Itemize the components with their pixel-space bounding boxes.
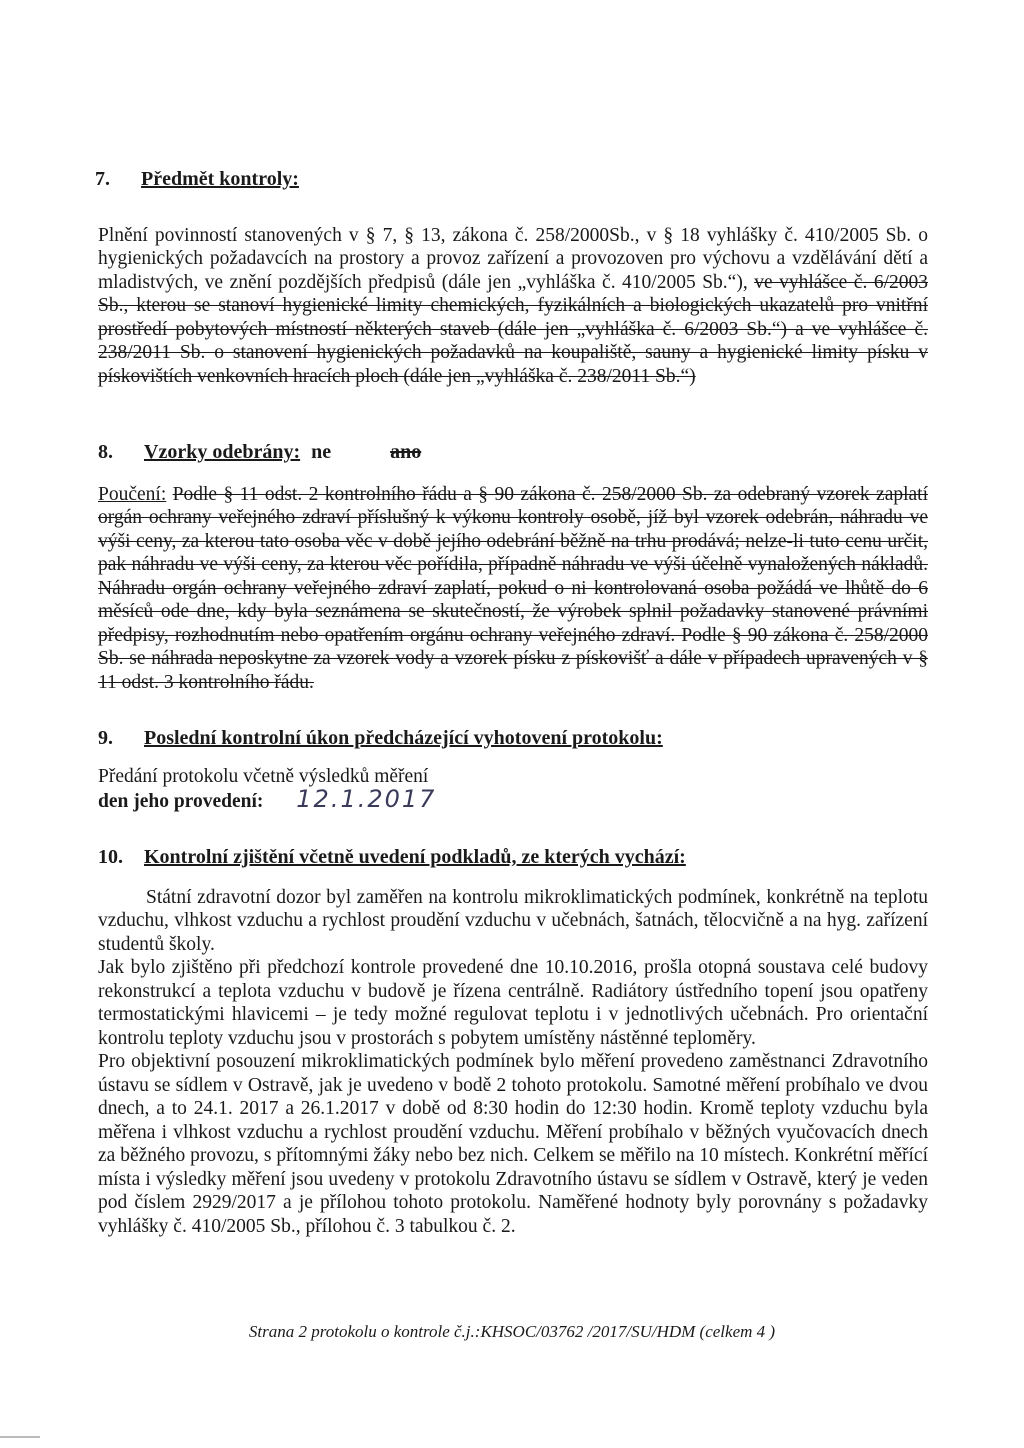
pouceni-label: Poučení: [98,483,167,505]
section-7-text-struck: ve vyhlášce č. 6/2003 Sb., kterou se stanoví hygienické limity chemických, fyzikálních a biologických ukazatelů pro vnitřní prostředí pobytových místností některých staveb (dále jen „vyhláška č. 6/2003 Sb.“) a ve vyhlášce č. 238/2011 Sb. o stanovení hygienických požadavků na koupaliště, sauny a hygienické limity písku v pískovištích venkovních hracích ploch (dále jen „vyhláška č. 238/2011 Sb.“) [98,271,928,387]
handwritten-date: 12.1.2017 [296,785,437,813]
section-9-heading [98,727,928,751]
section-8 [98,441,928,694]
section-10-heading [98,846,928,870]
section-7-title: Předmět kontroly: [141,168,299,190]
samples-no: ne [311,441,332,463]
section-7-number: 7. [95,168,110,190]
section-7-text [98,224,928,389]
section-10 [98,846,928,1238]
section-10-title: Kontrolní zjištění včetně uvedení podkladů, ze kterých vychází: [144,846,686,868]
section-9 [98,727,928,814]
page-footer: Strana 2 protokolu o kontrole č.j.:KHSOC/03762 /2017/SU/HDM (celkem 4 ) [248,1322,776,1341]
scan-edge-mark [0,1436,40,1438]
section-9-line1: Předání protokolu včetně výsledků měření [98,765,429,787]
section-8-pouceni [98,483,928,695]
section-7 [95,168,928,388]
section-10-paragraph-2: Jak bylo zjištěno při předchozí kontrole provedené dne 10.10.2016, prošla otopná soustava celé budovy rekonstrukcí a teplota vzduchu v budově je řízena centrálně. Radiátory ústředního topení jsou opatřeny termostatickými hlavicemi – je tedy možné regulovat teplotu i v jednotlivých učebnách. Pro orientační kontrolu teploty vzduchu jsou v prostorách s pobytem umístěny nástěnné teploměry. [98,957,928,1049]
section-9-title: Poslední kontrolní úkon předcházející vyhotovení protokolu: [144,727,663,749]
section-9-date-label: den jeho provedení: [98,791,264,812]
section-9-date-line [98,785,928,814]
section-7-heading [95,168,928,192]
section-10-number: 10. [98,846,123,868]
samples-yes-struck: ano [390,441,422,463]
section-8-heading [98,441,928,465]
section-9-number: 9. [98,727,113,749]
pouceni-text-struck: Podle § 11 odst. 2 kontrolního řádu a § 90 zákona č. 258/2000 Sb. za odebraný vzorek zaplatí orgán ochrany veřejného zdraví příslušný k výkonu kontroly osobě, jíž byl vzorek odebrán, náhradu ve výši ceny, za kterou tato osoba věc v době jejího odebrání běžně na trhu prodává; nelze-li tuto cenu určit, pak náhradu ve výši ceny, za kterou věc pořídila, případně náhradu ve výši účelně vynaložených nákladů. Náhradu orgán ochrany veřejného zdraví zaplatí, pokud o ni kontrolovaná osoba požádá ve lhůtě do 6 měsíců ode dne, kdy byla seznámena se skutečností, že výrobek splnil požadavky stanovené právními předpisy, rozhodnutím nebo opatřením orgánu ochrany veřejného zdraví. Podle § 90 zákona č. 258/2000 Sb. se náhrada neposkytne za vzorek vody a vzorek písku z pískovišť a dále v případech upravených v § 11 odst. 3 kontrolního řádu. [98,483,929,693]
section-7-text-normal: Plnění povinností stanovených v § 7, § 13, zákona č. 258/2000Sb., v § 18 vyhlášky č. 410/2005 Sb. o hygienických požadavcích na prostory a provoz zařízení a provozoven pro výchovu a vzdělávání dětí a mladistvých, ve znění pozdějších předpisů (dále jen „vyhláška č. 410/2005 Sb.“), [98,224,928,293]
section-8-title: Vzorky odebrány: [144,441,301,463]
section-10-paragraph-3: Pro objektivní posouzení mikroklimatických podmínek bylo měření provedeno zaměstnanci Zdravotního ústavu se sídlem v Ostravě, jak je uvedeno v bodě 2 tohoto protokolu. Samotné měření probíhalo ve dvou dnech, a to 24.1. 2017 a 26.1.2017 v době od 8:30 hodin do 12:30 hodin. Kromě teploty vzduchu byla měřena i vlhkost vzduchu a rychlost proudění vzduchu. Měření probíhalo v běžných vyučovacích dnech za běžného provozu, s přítomnými žáky nebo bez nich. Celkem se měřilo na 10 místech. Konkrétní měřící místa i výsledky měření jsou uvedeny v protokolu Zdravotního ústavu se sídlem v Ostravě, který je veden pod číslem 2929/2017 a je přílohou tohoto protokolu. Naměřené hodnoty byly porovnány s požadavky vyhlášky č. 410/2005 Sb., přílohou č. 3 tabulkou č. 2. [98,1051,928,1237]
section-8-number: 8. [98,441,113,463]
section-10-paragraph-1: Státní zdravotní dozor byl zaměřen na kontrolu mikroklimatických podmínek, konkrétně na teplotu vzduchu, vlhkost vzduchu a rychlost proudění vzduchu v učebnách, šatnách, tělocvičně a na hyg. zařízení studentů školy. [98,886,928,955]
